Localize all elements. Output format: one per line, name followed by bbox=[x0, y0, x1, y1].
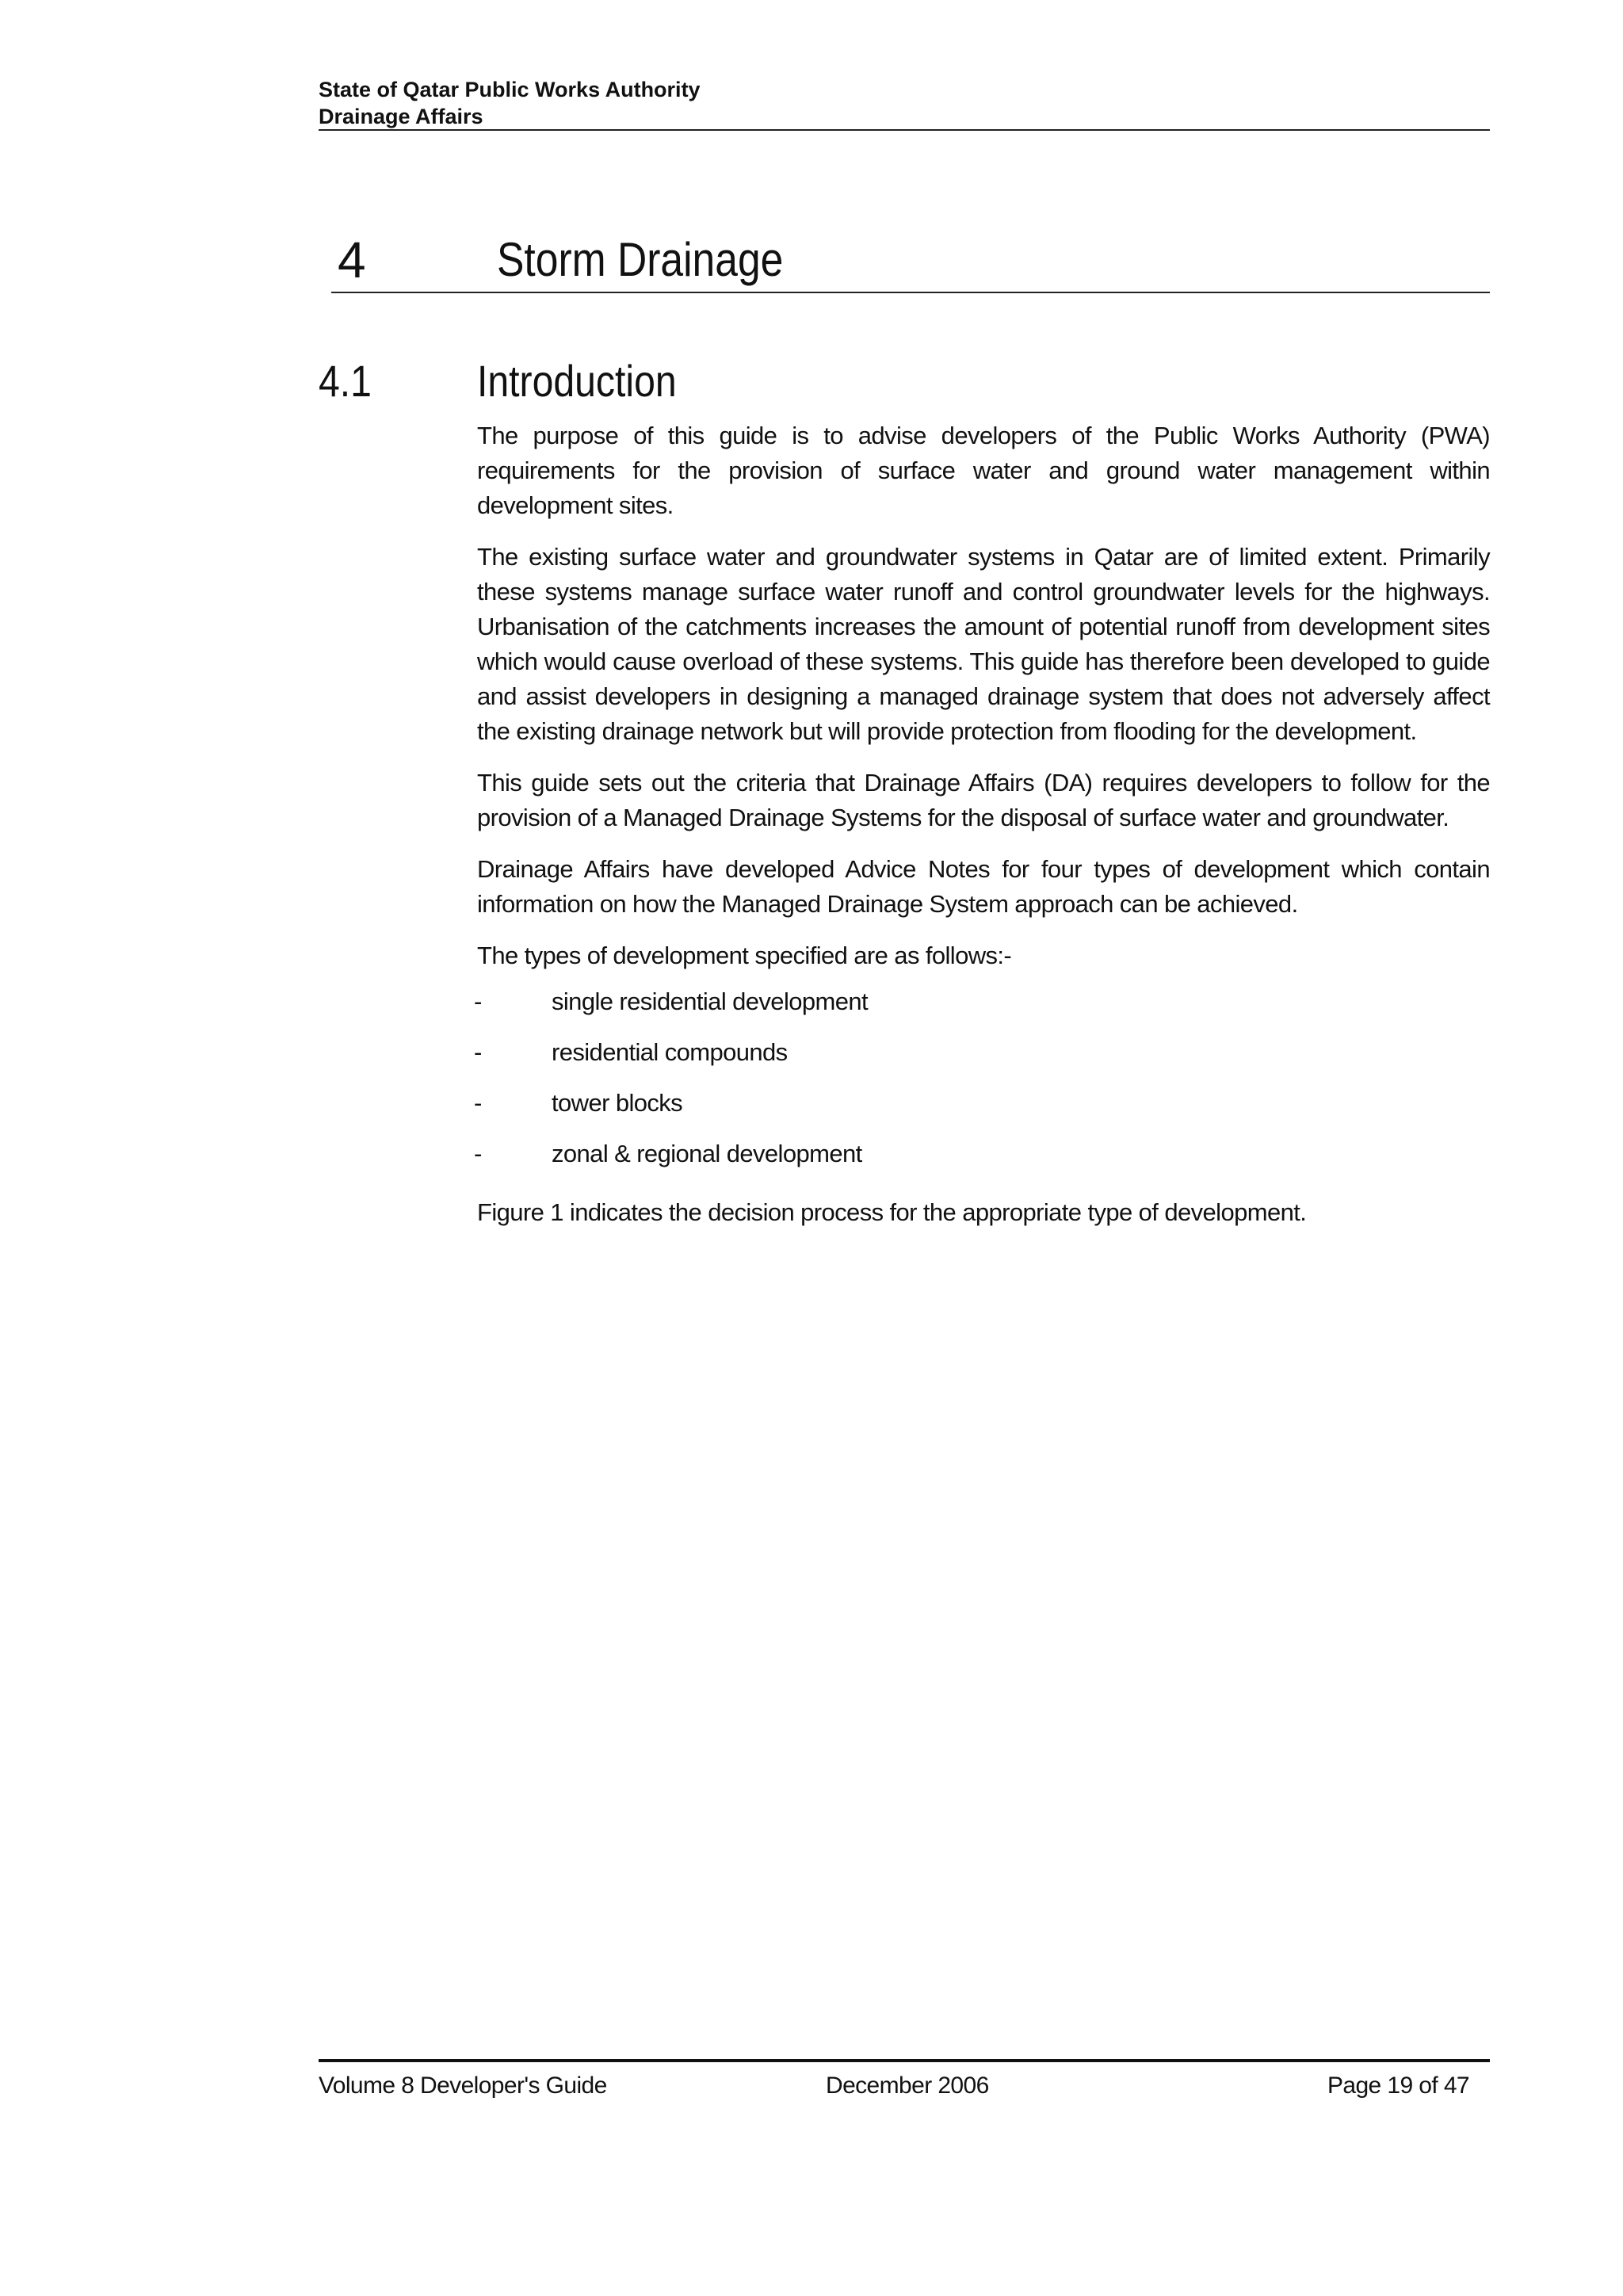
running-header bbox=[319, 76, 1490, 130]
body-text bbox=[474, 418, 1490, 1241]
footer-rule bbox=[319, 2059, 1490, 2062]
list-marker: - bbox=[474, 1140, 482, 1167]
paragraph: The existing surface water and groundwater systems in Qatar are of limited extent. Primarily these systems manage surface water runoff and control groundwater levels for the highways. Urbanisation of the catchments increases the amount of potential runoff from development sites which would cause overload of these systems. This guide has therefore been developed to guide and assist developers in designing a managed drainage system that does not adversely affect the existing drainage network but will provide protection from flooding for the development. bbox=[477, 543, 1490, 745]
list-marker: - bbox=[474, 1038, 482, 1066]
chapter-title: Storm Drainage bbox=[497, 233, 784, 286]
footer-date: December 2006 bbox=[826, 2073, 989, 2099]
list-item-text: single residential development bbox=[552, 988, 869, 1015]
list-item bbox=[475, 1086, 1490, 1137]
chapter-number: 4 bbox=[338, 231, 366, 288]
paragraph: Drainage Affairs have developed Advice Notes for four types of development which contain information on how the Managed Drainage System approach can be achieved. bbox=[477, 855, 1490, 918]
section-number: 4.1 bbox=[319, 356, 372, 406]
header-rule bbox=[319, 129, 1490, 131]
list-item-text: residential compounds bbox=[552, 1038, 788, 1066]
footer-page-number: Page 19 of 47 bbox=[1327, 2073, 1469, 2099]
development-types-list bbox=[475, 984, 1490, 1187]
list-item bbox=[475, 1035, 1490, 1086]
closing-paragraph: Figure 1 indicates the decision process for the appropriate type of development. bbox=[477, 1198, 1307, 1226]
footer-document-title: Volume 8 Developer's Guide bbox=[319, 2073, 607, 2099]
list-item-text: tower blocks bbox=[552, 1089, 683, 1117]
list-marker: - bbox=[474, 988, 482, 1015]
list-item bbox=[475, 984, 1490, 1035]
section-title: Introduction bbox=[477, 356, 677, 406]
list-marker: - bbox=[474, 1089, 482, 1117]
paragraph: The purpose of this guide is to advise developers of the Public Works Authority (PWA) requirements for the provision of surface water and ground water management within development sites. bbox=[477, 422, 1490, 519]
list-item-text: zonal & regional development bbox=[552, 1140, 862, 1167]
list-intro: The types of development specified are as follows:- bbox=[477, 942, 1012, 969]
chapter-rule bbox=[331, 292, 1490, 293]
paragraph: This guide sets out the criteria that Drainage Affairs (DA) requires developers to follow for the provision of a Managed Drainage Systems for the disposal of surface water and groundwater. bbox=[477, 769, 1490, 831]
header-organization: State of Qatar Public Works Authority bbox=[319, 78, 701, 101]
header-department: Drainage Affairs bbox=[319, 105, 483, 128]
list-item bbox=[475, 1137, 1490, 1187]
